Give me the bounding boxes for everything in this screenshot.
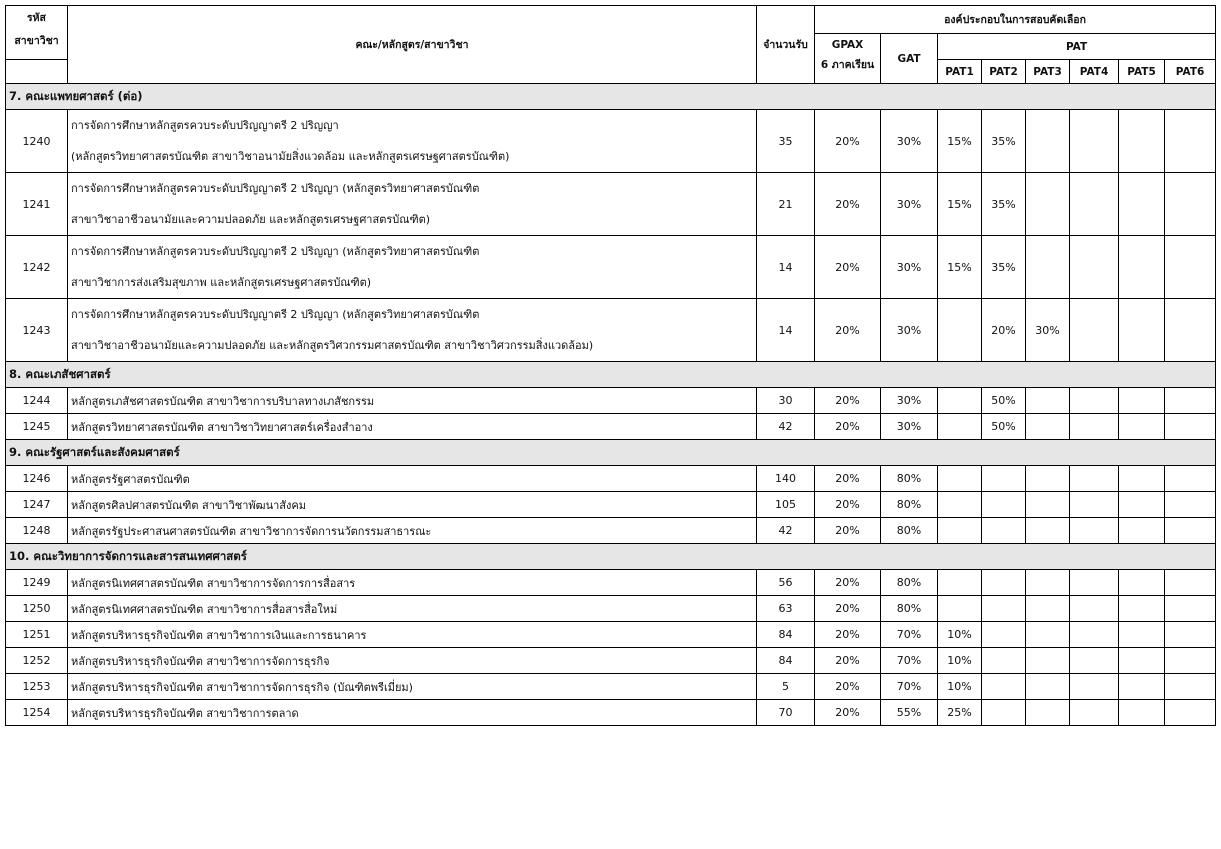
pat1-weight [938, 518, 982, 544]
seats-value: 84 [757, 622, 815, 648]
pat6-weight [1165, 648, 1216, 674]
pat3-weight [1026, 466, 1070, 492]
gpax-weight: 20% [815, 518, 881, 544]
gat-header: GAT [881, 34, 938, 84]
gat-weight: 30% [881, 173, 938, 236]
pat3-weight [1026, 648, 1070, 674]
pat2-weight: 35% [982, 236, 1026, 299]
pat4-header: PAT4 [1070, 60, 1119, 84]
pat4-weight [1070, 518, 1119, 544]
table-row [6, 492, 1216, 518]
pat5-weight [1119, 466, 1165, 492]
pat6-weight [1165, 596, 1216, 622]
seats-value: 21 [757, 173, 815, 236]
program-name-line: หลักสูตรบริหารธุรกิจบัณฑิต สาขาวิชาการตลาด [71, 706, 299, 720]
gpax-header-line2: 6 ภาคเรียน [820, 58, 875, 71]
pat3-weight [1026, 700, 1070, 726]
gpax-header-line1: GPAX [831, 38, 864, 51]
program-code: 1240 [6, 110, 68, 173]
seats-value: 35 [757, 110, 815, 173]
code-header [6, 6, 68, 60]
pat2-weight [982, 674, 1026, 700]
pat4-weight [1070, 414, 1119, 440]
table-row [6, 466, 1216, 492]
program-name-line: หลักสูตรศิลปศาสตรบัณฑิต สาขาวิชาพัฒนาสังคม [71, 498, 306, 512]
table-row [6, 570, 1216, 596]
gat-weight: 30% [881, 388, 938, 414]
program-name [68, 570, 757, 596]
pat2-weight [982, 700, 1026, 726]
program-name [68, 236, 757, 299]
program-name-line: การจัดการศึกษาหลักสูตรควบระดับปริญญาตรี 2 ปริญญา (หลักสูตรวิทยาศาสตรบัณฑิต [71, 182, 480, 195]
program-name [68, 648, 757, 674]
pat3-weight [1026, 622, 1070, 648]
program-name-line: การจัดการศึกษาหลักสูตรควบระดับปริญญาตรี 2 ปริญญา (หลักสูตรวิทยาศาสตรบัณฑิต [71, 308, 480, 321]
program-code: 1245 [6, 414, 68, 440]
pat3-weight [1026, 236, 1070, 299]
gpax-weight: 20% [815, 414, 881, 440]
code-header-line1: รหัส [27, 12, 46, 24]
program-name [68, 700, 757, 726]
seats-header: จำนวนรับ [757, 6, 815, 84]
program-name [68, 110, 757, 173]
pat6-weight [1165, 466, 1216, 492]
program-header: คณะ/หลักสูตร/สาขาวิชา [68, 6, 757, 84]
gpax-header [815, 34, 881, 84]
pat1-weight [938, 570, 982, 596]
program-code: 1241 [6, 173, 68, 236]
program-name-line: (หลักสูตรวิทยาศาสตรบัณฑิต สาขาวิชาอนามัยสิ่งแวดล้อม และหลักสูตรเศรษฐศาสตรบัณฑิต) [71, 150, 510, 163]
seats-value: 14 [757, 236, 815, 299]
pat3-weight [1026, 518, 1070, 544]
pat1-weight: 10% [938, 648, 982, 674]
code-header-spacer [6, 60, 68, 84]
table-row [6, 388, 1216, 414]
pat4-weight [1070, 492, 1119, 518]
pat5-weight [1119, 648, 1165, 674]
pat3-weight [1026, 110, 1070, 173]
pat4-weight [1070, 173, 1119, 236]
pat5-weight [1119, 173, 1165, 236]
gat-weight: 80% [881, 518, 938, 544]
program-name-line: หลักสูตรบริหารธุรกิจบัณฑิต สาขาวิชาการจัดการธุรกิจ [71, 654, 330, 668]
pat5-weight [1119, 518, 1165, 544]
pat5-weight [1119, 110, 1165, 173]
pat6-weight [1165, 236, 1216, 299]
program-code: 1243 [6, 299, 68, 362]
gpax-weight: 20% [815, 648, 881, 674]
gat-weight: 80% [881, 492, 938, 518]
pat6-weight [1165, 492, 1216, 518]
seats-value: 5 [757, 674, 815, 700]
program-code: 1251 [6, 622, 68, 648]
pat1-weight [938, 466, 982, 492]
seats-value: 63 [757, 596, 815, 622]
seats-value: 14 [757, 299, 815, 362]
pat6-weight [1165, 388, 1216, 414]
gat-weight: 30% [881, 110, 938, 173]
pat4-weight [1070, 674, 1119, 700]
pat5-weight [1119, 414, 1165, 440]
pat2-weight [982, 622, 1026, 648]
gpax-weight: 20% [815, 388, 881, 414]
pat4-weight [1070, 596, 1119, 622]
program-code: 1247 [6, 492, 68, 518]
gpax-weight: 20% [815, 622, 881, 648]
program-name [68, 299, 757, 362]
pat5-weight [1119, 388, 1165, 414]
admission-table [5, 5, 1216, 726]
pat5-weight [1119, 299, 1165, 362]
section-title: 9. คณะรัฐศาสตร์และสังคมศาสตร์ [6, 440, 1216, 466]
program-name [68, 414, 757, 440]
gpax-weight: 20% [815, 700, 881, 726]
pat3-header: PAT3 [1026, 60, 1070, 84]
pat2-header: PAT2 [982, 60, 1026, 84]
pat6-weight [1165, 570, 1216, 596]
program-name-line: หลักสูตรรัฐศาสตรบัณฑิต [71, 472, 190, 486]
gpax-weight: 20% [815, 596, 881, 622]
pat1-weight: 15% [938, 236, 982, 299]
gat-weight: 30% [881, 414, 938, 440]
table-row [6, 622, 1216, 648]
gat-weight: 30% [881, 299, 938, 362]
pat5-weight [1119, 674, 1165, 700]
program-name-line: หลักสูตรเภสัชศาสตรบัณฑิต สาขาวิชาการบริบาลทางเภสัชกรรม [71, 394, 375, 408]
section-title: 10. คณะวิทยาการจัดการและสารสนเทศศาสตร์ [6, 544, 1216, 570]
pat2-weight: 50% [982, 414, 1026, 440]
program-name [68, 388, 757, 414]
pat4-weight [1070, 648, 1119, 674]
seats-value: 30 [757, 388, 815, 414]
gpax-weight: 20% [815, 173, 881, 236]
seats-value: 42 [757, 414, 815, 440]
program-name-line: หลักสูตรบริหารธุรกิจบัณฑิต สาขาวิชาการจัดการธุรกิจ (บัณฑิตพรีเมี่ยม) [71, 680, 413, 694]
pat4-weight [1070, 570, 1119, 596]
gpax-weight: 20% [815, 570, 881, 596]
section-row [6, 440, 1216, 466]
pat5-weight [1119, 492, 1165, 518]
gat-weight: 55% [881, 700, 938, 726]
program-name [68, 492, 757, 518]
gat-weight: 80% [881, 466, 938, 492]
program-name [68, 173, 757, 236]
gat-weight: 70% [881, 648, 938, 674]
pat1-weight: 15% [938, 110, 982, 173]
program-name-line: หลักสูตรบริหารธุรกิจบัณฑิต สาขาวิชาการเงินและการธนาคาร [71, 628, 367, 642]
seats-value: 105 [757, 492, 815, 518]
seats-value: 42 [757, 518, 815, 544]
pat4-weight [1070, 466, 1119, 492]
pat1-weight [938, 414, 982, 440]
pat2-weight: 35% [982, 173, 1026, 236]
section-row [6, 544, 1216, 570]
table-row [6, 596, 1216, 622]
pat3-weight [1026, 173, 1070, 236]
pat4-weight [1070, 110, 1119, 173]
program-code: 1252 [6, 648, 68, 674]
pat2-weight: 50% [982, 388, 1026, 414]
gpax-weight: 20% [815, 299, 881, 362]
program-name-line: การจัดการศึกษาหลักสูตรควบระดับปริญญาตรี 2 ปริญญา (หลักสูตรวิทยาศาสตรบัณฑิต [71, 245, 480, 258]
pat2-weight: 20% [982, 299, 1026, 362]
pat1-weight [938, 299, 982, 362]
pat6-weight [1165, 414, 1216, 440]
seats-value: 140 [757, 466, 815, 492]
pat5-weight [1119, 236, 1165, 299]
table-row [6, 414, 1216, 440]
table-row [6, 648, 1216, 674]
program-name-line: สาขาวิชาอาชีวอนามัยและความปลอดภัย และหลักสูตรเศรษฐศาสตรบัณฑิต) [71, 213, 431, 226]
section-row [6, 362, 1216, 388]
table-row [6, 299, 1216, 362]
seats-value: 84 [757, 648, 815, 674]
pat2-weight [982, 492, 1026, 518]
pat1-weight [938, 492, 982, 518]
program-name-line: การจัดการศึกษาหลักสูตรควบระดับปริญญาตรี 2 ปริญญา [71, 119, 339, 132]
pat6-header: PAT6 [1165, 60, 1216, 84]
pat5-weight [1119, 570, 1165, 596]
pat1-weight: 10% [938, 674, 982, 700]
code-header-line2: สาขาวิชา [14, 35, 59, 47]
pat-header: PAT [938, 34, 1216, 60]
program-code: 1246 [6, 466, 68, 492]
gpax-weight: 20% [815, 466, 881, 492]
pat1-header: PAT1 [938, 60, 982, 84]
pat6-weight [1165, 110, 1216, 173]
program-name-line: สาขาวิชาการส่งเสริมสุขภาพ และหลักสูตรเศรษฐศาสตรบัณฑิต) [71, 276, 372, 289]
gpax-weight: 20% [815, 236, 881, 299]
pat2-weight [982, 466, 1026, 492]
table-row [6, 173, 1216, 236]
program-name [68, 466, 757, 492]
program-name [68, 674, 757, 700]
table-row [6, 236, 1216, 299]
pat5-weight [1119, 596, 1165, 622]
pat2-weight: 35% [982, 110, 1026, 173]
program-code: 1250 [6, 596, 68, 622]
program-name [68, 622, 757, 648]
pat5-weight [1119, 622, 1165, 648]
table-body [6, 84, 1216, 726]
components-header: องค์ประกอบในการสอบคัดเลือก [815, 6, 1216, 34]
table-header [6, 6, 1216, 84]
pat3-weight [1026, 596, 1070, 622]
seats-value: 70 [757, 700, 815, 726]
pat5-header: PAT5 [1119, 60, 1165, 84]
pat4-weight [1070, 236, 1119, 299]
pat1-weight [938, 596, 982, 622]
pat3-weight: 30% [1026, 299, 1070, 362]
pat4-weight [1070, 622, 1119, 648]
pat5-weight [1119, 700, 1165, 726]
pat1-weight: 10% [938, 622, 982, 648]
gat-weight: 80% [881, 570, 938, 596]
pat3-weight [1026, 492, 1070, 518]
program-code: 1254 [6, 700, 68, 726]
program-code: 1242 [6, 236, 68, 299]
table-row [6, 674, 1216, 700]
gpax-weight: 20% [815, 492, 881, 518]
table-row [6, 700, 1216, 726]
program-code: 1244 [6, 388, 68, 414]
pat4-weight [1070, 700, 1119, 726]
section-title: 7. คณะแพทยศาสตร์ (ต่อ) [6, 84, 1216, 110]
pat4-weight [1070, 299, 1119, 362]
pat3-weight [1026, 570, 1070, 596]
program-name-line: หลักสูตรวิทยาศาสตรบัณฑิต สาขาวิชาวิทยาศาสตร์เครื่องสำอาง [71, 420, 373, 434]
program-name-line: สาขาวิชาอาชีวอนามัยและความปลอดภัย และหลักสูตรวิศวกรรมศาสตรบัณฑิต สาขาวิชาวิศวกรรมสิ่งแวดล้อม) [71, 339, 594, 352]
pat2-weight [982, 596, 1026, 622]
pat6-weight [1165, 700, 1216, 726]
table-row [6, 518, 1216, 544]
pat3-weight [1026, 388, 1070, 414]
program-name [68, 596, 757, 622]
pat1-weight: 15% [938, 173, 982, 236]
seats-value: 56 [757, 570, 815, 596]
pat3-weight [1026, 414, 1070, 440]
gat-weight: 80% [881, 596, 938, 622]
pat1-weight [938, 388, 982, 414]
program-code: 1249 [6, 570, 68, 596]
pat1-weight: 25% [938, 700, 982, 726]
pat6-weight [1165, 173, 1216, 236]
gpax-weight: 20% [815, 674, 881, 700]
gat-weight: 30% [881, 236, 938, 299]
pat4-weight [1070, 388, 1119, 414]
pat2-weight [982, 518, 1026, 544]
table-row [6, 110, 1216, 173]
program-name-line: หลักสูตรนิเทศศาสตรบัณฑิต สาขาวิชาการจัดการการสื่อสาร [71, 576, 356, 590]
gpax-weight: 20% [815, 110, 881, 173]
pat6-weight [1165, 622, 1216, 648]
pat6-weight [1165, 518, 1216, 544]
pat2-weight [982, 648, 1026, 674]
section-title: 8. คณะเภสัชศาสตร์ [6, 362, 1216, 388]
pat6-weight [1165, 674, 1216, 700]
gat-weight: 70% [881, 622, 938, 648]
pat2-weight [982, 570, 1026, 596]
program-name [68, 518, 757, 544]
pat3-weight [1026, 674, 1070, 700]
program-name-line: หลักสูตรรัฐประศาสนศาสตรบัณฑิต สาขาวิชาการจัดการนวัตกรรมสาธารณะ [71, 524, 432, 538]
program-code: 1248 [6, 518, 68, 544]
section-row [6, 84, 1216, 110]
pat6-weight [1165, 299, 1216, 362]
program-name-line: หลักสูตรนิเทศศาสตรบัณฑิต สาขาวิชาการสื่อสารสื่อใหม่ [71, 602, 338, 616]
program-code: 1253 [6, 674, 68, 700]
gat-weight: 70% [881, 674, 938, 700]
